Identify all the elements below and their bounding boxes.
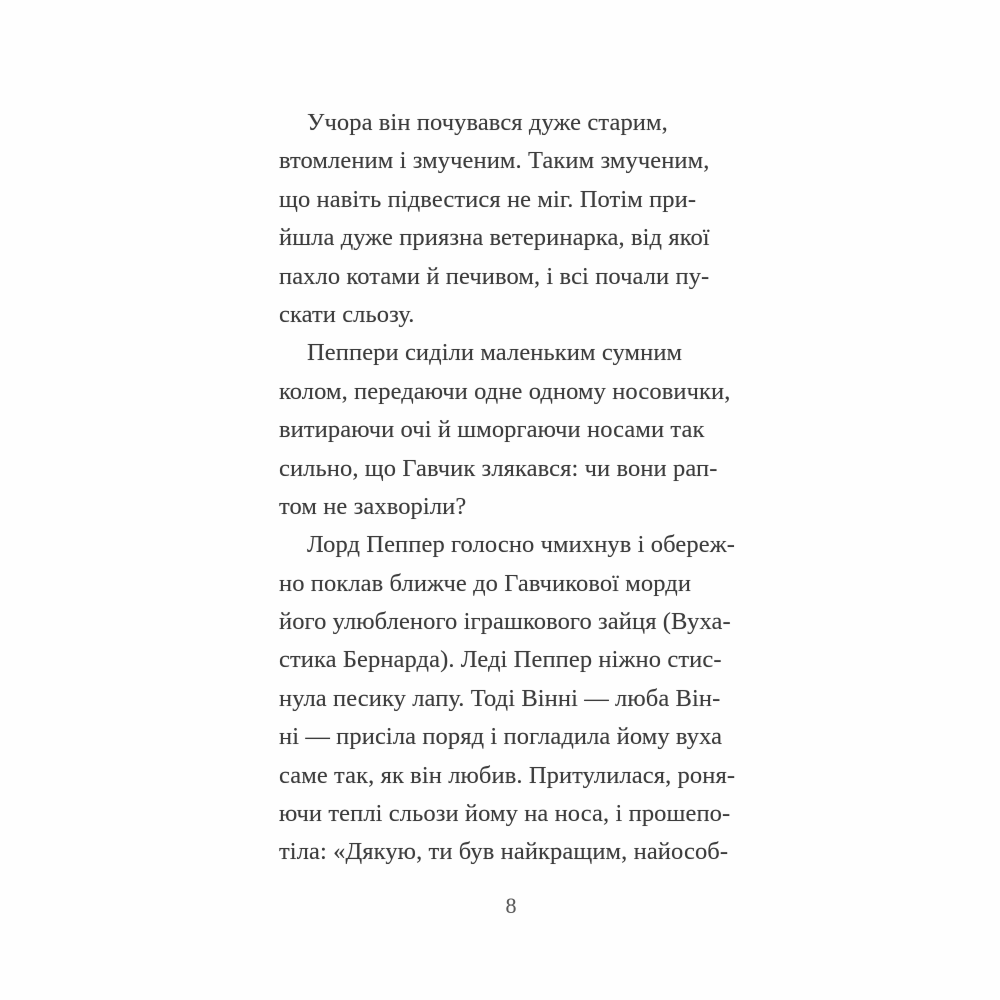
text-line: йшла дуже приязна ветеринарка, від якої [279, 224, 710, 252]
text-line: скати сльозу. [279, 300, 415, 328]
text-line: витираючи очі й шморгаючи носами так [279, 416, 705, 444]
text-line: Лорд Пеппер голосно чмихнув і обереж- [307, 531, 735, 559]
text-line: саме так, як він любив. Притулилася, роня- [279, 761, 736, 789]
text-line: нула песику лапу. Тоді Вінні — люба Він- [279, 684, 721, 712]
text-line: том не захворіли? [279, 492, 467, 520]
text-line: втомленим і змученим. Таким змученим, [279, 147, 710, 175]
text-line: сильно, що Гавчик злякався: чи вони рап- [279, 454, 718, 482]
text-line: стика Бернарда). Леді Пеппер ніжно стис- [279, 646, 722, 674]
text-line: що навіть підвестися не міг. Потім при- [279, 185, 697, 213]
body-text [279, 104, 749, 872]
text-line: но поклав ближче до Гавчикової морди [279, 569, 692, 597]
text-line: пахло котами й печивом, і всі почали пу- [279, 262, 710, 290]
text-line: ні — присіла поряд і погладила йому вуха [279, 723, 723, 751]
text-line: Учора він почувався дуже старим, [307, 109, 668, 136]
text-line: колом, передаючи одне одному носовички, [279, 377, 731, 405]
page-number: 8 [505, 893, 517, 918]
text-line: тіла: «Дякую, ти був найкращим, найособ- [279, 838, 729, 866]
text-line: Пеппери сиділи маленьким сумним [307, 339, 683, 367]
text-line: його улюбленого іграшкового зайця (Вуха- [279, 608, 731, 636]
text-line: ючи теплі сльози йому на носа, і прошепо- [279, 800, 731, 828]
